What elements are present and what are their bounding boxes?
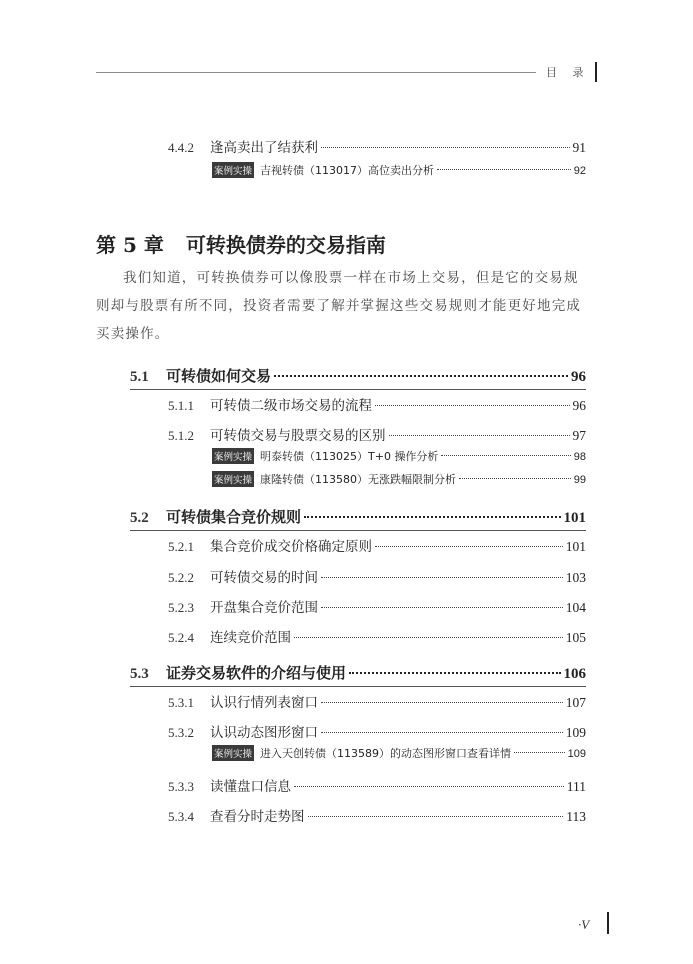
dot-leader (514, 752, 565, 753)
header-rule (96, 72, 536, 73)
entry-number: 5.3.3 (168, 779, 194, 794)
entry-number: 5.1.2 (168, 428, 194, 443)
section-rule (130, 686, 586, 687)
entry-number: 4.4.2 (168, 140, 194, 155)
entry-number: 5.3.1 (168, 695, 194, 710)
dot-leader (349, 672, 560, 674)
toc-entry[interactable] (168, 424, 586, 444)
toc-entry[interactable] (168, 535, 586, 555)
header-bar (595, 62, 597, 82)
case-entry[interactable] (212, 471, 586, 487)
case-entry[interactable] (212, 162, 586, 178)
entry-title: 读懂盘口信息 (210, 779, 291, 795)
section-page: 101 (563, 510, 586, 526)
entry-number: 5.1.1 (168, 398, 194, 413)
header-label: 目 录 (546, 66, 590, 79)
section-number: 5.1 (130, 369, 149, 385)
case-page: 99 (573, 474, 586, 486)
dot-leader (459, 478, 571, 479)
section-rule (130, 389, 586, 390)
dot-leader (321, 577, 563, 578)
case-entry[interactable] (212, 448, 586, 464)
section-title: 证券交易软件的介绍与使用 (166, 664, 347, 682)
section-number: 5.2 (130, 510, 149, 526)
case-tag: 案例实操 (212, 745, 254, 761)
entry-page: 111 (566, 779, 586, 794)
toc-entry[interactable] (168, 775, 586, 795)
dot-leader (441, 455, 570, 456)
toc-entry[interactable] (168, 691, 586, 711)
dot-leader (274, 375, 568, 377)
section-page: 96 (571, 369, 586, 385)
toc-section[interactable] (130, 506, 586, 527)
dot-leader (294, 786, 564, 787)
chapter-heading (96, 229, 386, 258)
section-page: 106 (563, 666, 586, 682)
entry-page: 103 (565, 570, 586, 585)
dot-leader (321, 607, 563, 608)
dot-leader (304, 516, 560, 518)
entry-number: 5.2.2 (168, 570, 194, 585)
dot-leader (308, 816, 564, 817)
entry-title: 集合竞价成交价格确定原则 (210, 539, 372, 555)
toc-entry[interactable] (168, 596, 586, 616)
entry-title: 认识动态图形窗口 (210, 725, 318, 741)
entry-page: 104 (565, 600, 586, 615)
dot-leader (437, 169, 571, 170)
section-title: 可转债如何交易 (166, 367, 272, 385)
entry-title: 可转债交易的时间 (210, 570, 318, 586)
case-page: 92 (573, 165, 586, 177)
toc-section[interactable] (130, 662, 586, 683)
entry-page: 96 (572, 398, 586, 413)
dot-leader (294, 637, 563, 638)
entry-title: 可转债交易与股票交易的区别 (210, 428, 386, 444)
dot-leader (389, 435, 570, 436)
case-page: 98 (573, 451, 586, 463)
dot-leader (375, 405, 570, 406)
toc-entry[interactable] (168, 394, 586, 414)
section-rule (130, 530, 586, 531)
case-tag: 案例实操 (212, 162, 254, 178)
case-entry[interactable] (212, 745, 586, 761)
case-tag: 案例实操 (212, 471, 254, 487)
dot-leader (321, 702, 563, 703)
case-title: 康隆转债（113580）无涨跌幅限制分析 (260, 473, 457, 486)
entry-number: 5.2.1 (168, 539, 194, 554)
entry-number: 5.3.2 (168, 725, 194, 740)
entry-title: 查看分时走势图 (210, 809, 305, 825)
toc-entry[interactable] (168, 136, 586, 156)
entry-number: 5.3.4 (168, 809, 194, 824)
section-number: 5.3 (130, 666, 149, 682)
entry-page: 107 (565, 695, 586, 710)
dot-leader (375, 546, 563, 547)
toc-entry[interactable] (168, 566, 586, 586)
entry-page: 109 (565, 725, 586, 740)
entry-number: 5.2.4 (168, 630, 194, 645)
chapter-title: 可转换债券的交易指南 (185, 233, 386, 257)
entry-page: 97 (572, 428, 586, 443)
section-title: 可转债集合竞价规则 (166, 508, 302, 526)
dot-leader (321, 147, 570, 148)
case-page: 109 (567, 748, 586, 760)
toc-entry[interactable] (168, 626, 586, 646)
dot-leader (321, 732, 563, 733)
entry-page: 113 (566, 809, 586, 824)
entry-title: 开盘集合竞价范围 (210, 600, 318, 616)
entry-page: 91 (572, 140, 586, 155)
page-number: ·V (578, 917, 590, 932)
toc-section[interactable] (130, 365, 586, 386)
footer-bar (607, 912, 609, 934)
case-tag: 案例实操 (212, 448, 254, 464)
entry-title: 连续竞价范围 (210, 630, 291, 646)
case-title: 明泰转债（113025）T+0 操作分析 (260, 450, 439, 463)
toc-entry[interactable] (168, 805, 586, 825)
chapter-number: 第 5 章 (96, 233, 164, 257)
chapter-intro: 我们知道，可转换债券可以像股票一样在市场上交易，但是它的交易规则却与股票有所不同，投资者需要了解并掌握这些交易规则才能更好地完成买卖操作。 (96, 270, 582, 342)
case-title: 进入天创转债（113589）的动态图形窗口查看详情 (260, 747, 512, 760)
toc-entry[interactable] (168, 721, 586, 741)
entry-page: 101 (565, 539, 586, 554)
entry-title: 逢高卖出了结获利 (210, 140, 318, 156)
entry-title: 认识行情列表窗口 (210, 695, 318, 711)
entry-number: 5.2.3 (168, 600, 194, 615)
entry-page: 105 (565, 630, 586, 645)
entry-title: 可转债二级市场交易的流程 (210, 398, 372, 414)
case-title: 吉视转债（113017）高位卖出分析 (260, 164, 435, 177)
